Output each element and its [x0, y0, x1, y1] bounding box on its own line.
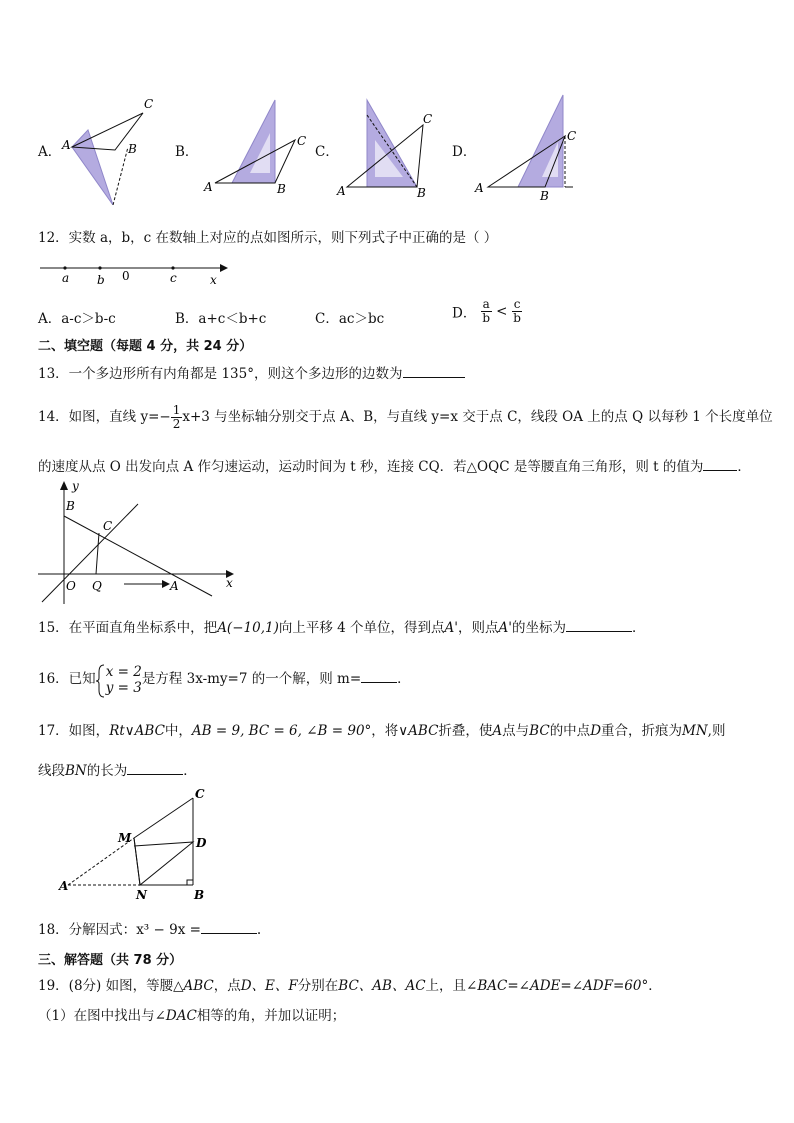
q14-answer-blank[interactable] [703, 456, 737, 471]
q11a-point-c: C [144, 97, 154, 111]
q12-d-frac1: $\frac{a}{b}$ [482, 297, 491, 325]
q17-answer-blank[interactable] [127, 760, 183, 775]
q14-figure [36, 478, 241, 606]
q12-point-b: b [97, 273, 105, 287]
q14-axis-y: y [72, 479, 79, 493]
q11-option-a-label: A． [38, 144, 62, 160]
q17-point-n: N [136, 888, 147, 902]
q14-line2: 的速度从点 O 出发向点 A 作匀速运动，运动时间为 t 秒，连接 CQ．若△OQC 是等腰直角三角形，则 t 的值为 ． [38, 456, 751, 477]
q12-point-a: a [62, 271, 70, 285]
q12-option-c: C．ac＞bc [315, 311, 385, 327]
q16-equation-system: x = 2 y = 3 [96, 664, 142, 696]
q12-stem: 12．实数 a，b，c 在数轴上对应的点如图所示，则下列式子中正确的是（ ） [38, 230, 498, 246]
q13-answer-blank[interactable] [403, 363, 465, 378]
q17-line1: 17．如图，Rt∨ABC中，AB = 9, BC = 6, ∠B = 90°，将∨ABC折叠，使A点与BC的中点D重合，折痕为MN,则 [38, 723, 726, 739]
q11a-point-b: B [128, 142, 137, 156]
q14-point-c: C [103, 519, 113, 533]
q11b-point-b: B [277, 182, 286, 196]
q14-point-a: A [170, 579, 179, 593]
q14-point-o: O [66, 579, 76, 593]
q14-line1: 14．如图，直线 y=− $\frac{1}{2}$ x+3 与坐标轴分别交于点 A、B，与直线 y=x 交于点 C，线段 OA 上的点 Q 以每秒 1 个长度单位 [38, 403, 773, 431]
q11c-point-b: B [417, 186, 426, 200]
q17-point-b: B [194, 888, 205, 902]
q11-figure-c [335, 95, 445, 205]
q16: 16．已知 x = 2 y = 3 是方程 3x-my=7 的一个解，则 m= ． [38, 663, 411, 696]
q19: 19．(8分) 如图，等腰△ABC，点D、E、F分别在BC、AB、AC上，且∠BAC=∠ADE=∠ADF=60°． [38, 978, 662, 994]
q11d-point-c: C [567, 129, 577, 143]
q19-part1: （1）在图中找出与∠DAC相等的角，并加以证明； [38, 1008, 346, 1024]
q11d-point-a: A [475, 181, 484, 195]
q14-point-q: Q [92, 579, 102, 593]
q13: 13．一个多边形所有内角都是 135°，则这个多边形的边数为 [38, 363, 465, 384]
q11c-point-c: C [423, 112, 433, 126]
section-2-heading: 二、填空题（每题 4 分，共 24 分） [38, 339, 253, 354]
q17-point-c: C [195, 787, 205, 801]
q11a-point-a: A [62, 138, 71, 152]
q17-point-d: D [196, 836, 207, 850]
q17-line2: 线段BN的长为 ． [38, 760, 197, 781]
q15-answer-blank[interactable] [566, 617, 632, 632]
q14-point-b: B [66, 499, 75, 513]
section-3-heading: 三、解答题（共 78 分） [38, 953, 183, 968]
q11-option-c-label: C． [315, 144, 339, 160]
q11d-point-b: B [540, 189, 549, 203]
q11b-point-a: A [204, 180, 213, 194]
q16-answer-blank[interactable] [361, 668, 397, 683]
q12-number-line [38, 258, 238, 288]
q11-figure-b [200, 95, 315, 205]
q18: 18．分解因式：x³ − 9x = . [38, 919, 261, 940]
q14-slope-frac: $\frac{1}{2}$ [172, 403, 181, 431]
q11-figure-d [470, 92, 595, 207]
q11-option-b-label: B． [175, 144, 199, 160]
q12-option-a: A．a-c＞b-c [38, 311, 116, 327]
q17-point-m: M [118, 831, 132, 845]
q12-option-b: B．a+c＜b+c [175, 311, 267, 327]
q12-origin: 0 [122, 269, 130, 283]
q15: 15．在平面直角坐标系中，把A(−10,1)向上平移 4 个单位，得到点A'，则点A'的坐标为 ． [38, 617, 645, 638]
q17-figure [56, 786, 216, 904]
q11-figure-a [58, 95, 168, 205]
q11c-point-a: A [337, 184, 346, 198]
q14-axis-x: x [226, 576, 233, 590]
q17-point-a: A [59, 879, 69, 893]
q12-d-frac2: $\frac{c}{b}$ [513, 297, 521, 325]
q11-option-d-label: D． [452, 144, 477, 160]
q11b-point-c: C [297, 134, 307, 148]
q18-answer-blank[interactable] [201, 919, 257, 934]
q12-point-c: c [170, 271, 177, 285]
q12-axis-x: x [210, 273, 217, 287]
q12-option-d: D． $\frac{a}{b}$ < $\frac{c}{b}$ [452, 297, 521, 325]
